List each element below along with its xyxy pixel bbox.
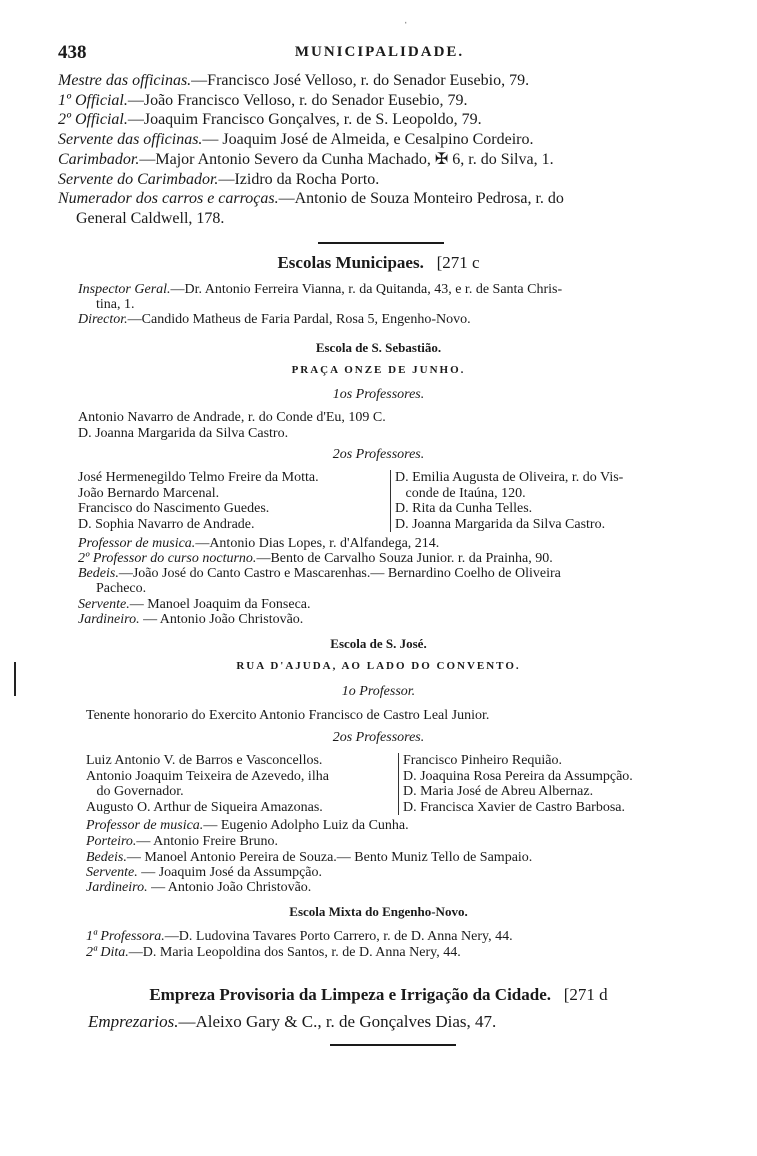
professor-entry: D. Francisca Xavier de Castro Barbosa.	[403, 799, 625, 815]
entry-text: — Joaquim José da Assumpção.	[137, 865, 323, 880]
entry-text: — Antonio Freire Bruno.	[136, 834, 278, 849]
professor-entry: D. Joanna Margarida da Silva Castro.	[395, 516, 606, 532]
officinas-line	[58, 150, 708, 170]
role-label: Numerador dos carros e carroças.	[58, 190, 279, 208]
officinas-line	[58, 170, 708, 190]
school-street-jose: RUA D'AJUDA, AO LADO DO CONVENTO.	[236, 660, 521, 672]
left-column	[86, 753, 398, 815]
role-label: Bedeis.	[78, 566, 119, 581]
entry-text: —João José do Canto Castro e Mascarenhas.— Bernardino Coelho de Oliveira	[118, 566, 561, 581]
first-professor-entry: Antonio Navarro de Andrade, r. do Conde d'Eu, 109 C.	[78, 410, 386, 425]
professor-entry: D. Maria José de Abreu Albernaz.	[403, 784, 594, 799]
entry-text: — Manoel Antonio Pereira de Souza.— Bento Muniz Tello de Sampaio.	[126, 850, 533, 865]
staff-line	[86, 818, 726, 834]
staff-line	[78, 566, 718, 582]
second-professors-columns	[78, 470, 718, 532]
entry-text: — Eugenio Adolpho Luiz da Cunha.	[203, 818, 409, 833]
second-professors-columns	[86, 753, 726, 815]
role-label: Porteiro.	[86, 834, 137, 849]
professor-entry: do Governador.	[86, 784, 184, 799]
role-label: Professor de musica.	[86, 818, 204, 833]
escolas-ref: [271 c	[436, 253, 480, 272]
first-professor-entry: D. Joanna Margarida da Silva Castro.	[78, 426, 289, 441]
page-number: 438	[58, 42, 87, 63]
empreza-ref: [271 d	[563, 985, 608, 1004]
officinas-line	[58, 189, 708, 209]
staff-line	[78, 536, 718, 552]
empreza-title: Empreza Provisoria da Limpeza e Irrigação da Cidade.	[149, 985, 551, 1004]
staff-line	[86, 850, 726, 866]
escolas-heading	[0, 253, 757, 273]
school-name-sebastiao: Escola de S. Sebastião.	[315, 340, 442, 355]
entry-text: — Antonio João Christovão.	[139, 612, 304, 627]
right-column	[390, 470, 623, 532]
entry-text: —Francisco José Velloso, r. do Senador Eusebio, 79.	[191, 72, 530, 89]
entry-text: —Antonio de Souza Monteiro Pedrosa, r. do	[278, 190, 564, 208]
entry-text: —D. Ludovina Tavares Porto Carrero, r. de D. Anna Nery, 44.	[164, 929, 513, 944]
inspector-line	[78, 282, 718, 298]
professor-entry: Antonio Joaquim Teixeira de Azevedo, ilha	[86, 768, 329, 784]
school-street-sebastiao: PRAÇA ONZE DE JUNHO.	[291, 364, 466, 376]
first-professor-label: 1o Professor.	[341, 684, 416, 699]
running-head: MUNICIPALIDADE.	[294, 44, 465, 60]
professor-entry: D. Rita da Cunha Telles.	[395, 501, 533, 516]
role-label: 1º Official.	[58, 91, 128, 109]
empreza-line	[88, 1012, 496, 1032]
empreza-heading	[0, 985, 757, 1005]
professor-entry: D. Emilia Augusta de Oliveira, r. do Vis-	[395, 470, 624, 485]
escolas-title: Escolas Municipaes.	[277, 253, 424, 272]
role-label: 2º Professor do curso nocturno.	[78, 551, 257, 566]
role-label: Jardineiro.	[86, 880, 148, 895]
second-professors-label: 2os Professores.	[332, 730, 425, 745]
role-label: Emprezarios.	[88, 1012, 179, 1031]
officinas-line	[58, 130, 708, 150]
officinas-line	[58, 110, 708, 130]
first-professors-label: 1os Professores.	[332, 387, 425, 402]
entry-text: — Manoel Joaquim da Fonseca.	[129, 597, 311, 612]
staff-line	[86, 929, 726, 945]
first-professor-entry: Tenente honorario do Exercito Antonio Francisco de Castro Leal Junior.	[86, 708, 490, 723]
professor-entry: conde de Itaúna, 120.	[395, 485, 526, 501]
entry-text: —Major Antonio Severo da Cunha Machado, ✠ 6, r. do Silva, 1.	[139, 150, 554, 168]
section-divider	[330, 1044, 456, 1046]
professor-entry: D. Sophia Navarro de Andrade.	[78, 516, 255, 532]
role-label: 2º Official.	[58, 111, 128, 129]
staff-line	[78, 551, 718, 567]
bedeis-continuation: Pacheco.	[96, 581, 147, 596]
professor-entry: D. Joaquina Rosa Pereira da Assumpção.	[403, 768, 633, 784]
role-label: Servente.	[78, 597, 130, 612]
director-line	[78, 312, 718, 328]
officinas-list	[58, 71, 708, 229]
right-column	[398, 753, 633, 815]
role-label: Servente do Carimbador.	[58, 170, 219, 188]
role-label: Bedeis.	[86, 850, 127, 865]
role-label: Mestre das officinas.	[58, 72, 192, 89]
staff-line	[86, 880, 726, 896]
staff-line	[86, 834, 726, 850]
staff-line	[78, 612, 718, 628]
role-label: Director.	[78, 312, 128, 327]
entry-text: —João Francisco Velloso, r. do Senador Eusebio, 79.	[127, 91, 468, 109]
school-name-mixta: Escola Mixta do Engenho-Novo.	[289, 904, 468, 919]
entry-text: —Aleixo Gary & C., r. de Gonçalves Dias, 47.	[178, 1012, 497, 1031]
officinas-line	[58, 71, 708, 91]
entry-text: —Antonio Dias Lopes, r. d'Alfandega, 214.	[195, 536, 440, 551]
role-label: 1ª Professora.	[86, 929, 165, 944]
entry-text: —Izidro da Rocha Porto.	[218, 170, 380, 188]
school-name-jose: Escola de S. José.	[330, 636, 427, 651]
professor-entry: João Bernardo Marcenal.	[78, 485, 220, 501]
role-label: Servente.	[86, 865, 138, 880]
entry-text: — Antonio João Christovão.	[147, 880, 312, 895]
staff-line	[86, 945, 726, 961]
entry-text: —D. Maria Leopoldina dos Santos, r. de D. Anna Nery, 44.	[128, 945, 461, 960]
role-label: Jardineiro.	[78, 612, 140, 627]
left-column	[78, 470, 390, 532]
entry-text: —Dr. Antonio Ferreira Vianna, r. da Quitanda, 43, e r. de Santa Chris-	[170, 282, 563, 297]
role-label: Servente das officinas.	[58, 131, 203, 149]
professor-entry: Francisco Pinheiro Requião.	[403, 753, 563, 768]
page-header	[58, 42, 701, 62]
professor-entry: Augusto O. Arthur de Siqueira Amazonas.	[86, 799, 323, 815]
officinas-line	[58, 91, 708, 111]
role-label: Carimbador.	[58, 150, 140, 168]
section-divider	[318, 242, 444, 244]
staff-line	[78, 597, 718, 613]
professor-entry: José Hermenegildo Telmo Freire da Motta.	[78, 470, 319, 485]
entry-text: —Joaquim Francisco Gonçalves, r. de S. Leopoldo, 79.	[127, 111, 482, 129]
print-mark: ˈ	[404, 20, 408, 32]
entry-text: —Bento de Carvalho Souza Junior. r. da Prainha, 90.	[256, 551, 553, 566]
second-professors-label: 2os Professores.	[332, 447, 425, 462]
entry-text: — Joaquim José de Almeida, e Cesalpino Cordeiro.	[202, 131, 534, 149]
role-label: Professor de musica.	[78, 536, 196, 551]
professor-entry: Luiz Antonio V. de Barros e Vasconcellos.	[86, 753, 323, 768]
role-label: 2ª Dita.	[86, 945, 129, 960]
professor-entry: Francisco do Nascimento Guedes.	[78, 501, 270, 516]
entry-text: —Candido Matheus de Faria Pardal, Rosa 5, Engenho-Novo.	[127, 312, 471, 327]
officinas-continuation: General Caldwell, 178.	[76, 209, 225, 227]
role-label: Inspector Geral.	[78, 282, 171, 297]
inspector-continuation: tina, 1.	[96, 297, 135, 312]
staff-line	[86, 865, 726, 881]
